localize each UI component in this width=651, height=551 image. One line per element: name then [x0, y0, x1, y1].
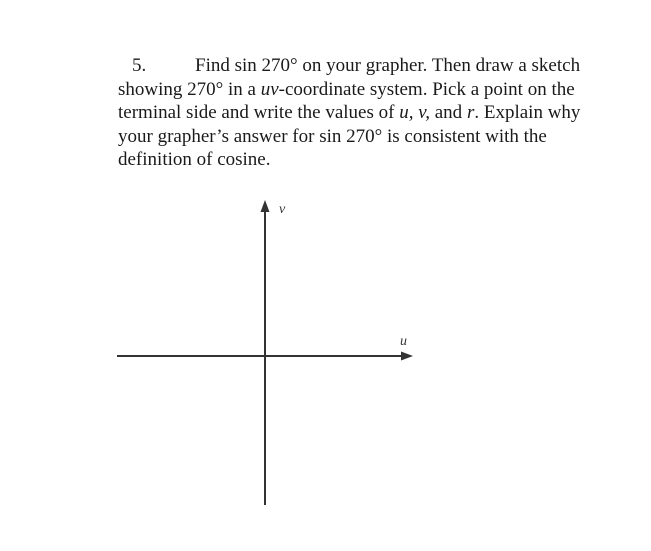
r-term: r — [466, 102, 475, 123]
problem-line-1: Find sin 270° on your grapher. Then draw a sketch — [195, 55, 581, 76]
problem-line-5: definition of cosine. — [118, 149, 271, 170]
u-axis-label: u — [400, 334, 407, 349]
v-axis-label: v — [279, 202, 286, 217]
problem-line-3-start: terminal side and write the values of — [118, 102, 400, 123]
v-term: v, — [418, 102, 430, 123]
problem-line-4: your grapher’s answer for sin 270° is consistent with the — [118, 125, 547, 147]
u-term: u, — [399, 102, 414, 123]
problem-line-3-end: . Explain why — [474, 102, 581, 123]
v-axis-arrowhead — [261, 200, 270, 212]
problem-line-2-start: showing 270° in a — [118, 78, 261, 100]
and-text: and — [430, 102, 467, 123]
uv-term: uv — [260, 78, 279, 100]
problem-line-2-end: -coordinate system. Pick a point on the — [278, 78, 575, 100]
u-axis-arrowhead — [401, 352, 413, 361]
problem-number: 5. — [132, 55, 147, 76]
